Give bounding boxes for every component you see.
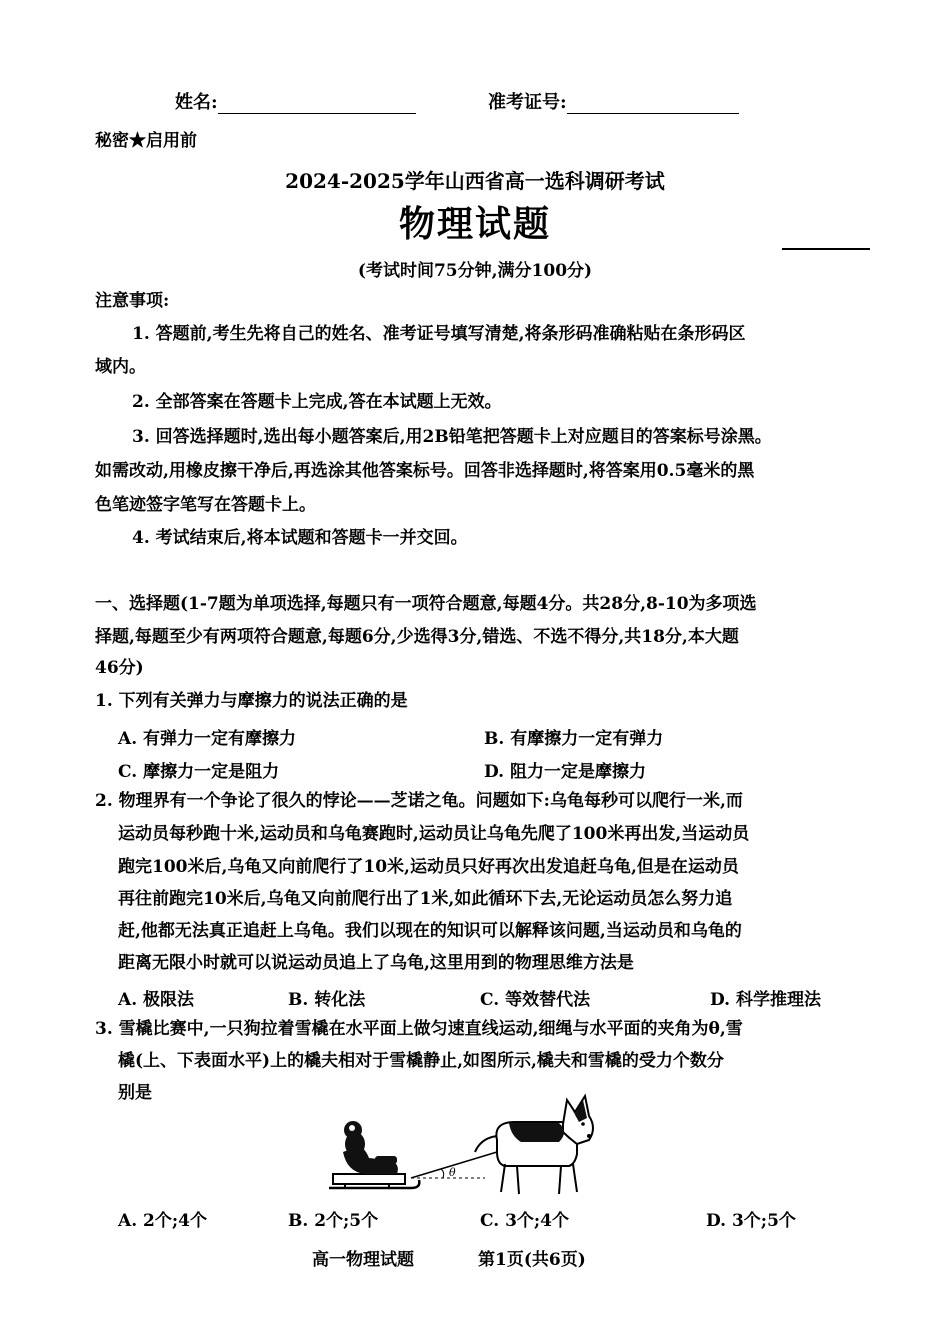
dog <box>475 1096 593 1194</box>
dog-eye <box>581 1122 585 1126</box>
name-label: 姓名: <box>175 92 218 113</box>
q2-option-d: D. 科学推理法 <box>710 990 821 1010</box>
sled-dog-illustration <box>325 1092 615 1202</box>
dog-back-marking <box>509 1123 564 1142</box>
footer-page: 第1页(共6页) <box>478 1250 586 1270</box>
q2-line2: 运动员每秒跑十米,运动员和乌龟赛跑时,运动员让乌龟先爬了100米再出发,当运动员 <box>118 824 750 844</box>
q2-option-b: B. 转化法 <box>288 990 366 1010</box>
ticket-field[interactable] <box>488 88 739 114</box>
section1-line3: 46分) <box>95 658 144 678</box>
q1-option-c: C. 摩擦力一定是阻力 <box>118 762 280 782</box>
exam-info: (考试时间75分钟,满分100分) <box>357 261 593 281</box>
section1-line2: 择题,每题至少有两项符合题意,每题6分,少选得3分,错选、不选不得分,共18分,本大题 <box>95 627 739 647</box>
notice-item-3a: 3. 回答选择题时,选出每小题答案后,用2B铅笔把答题卡上对应题目的答案标号涂黑。 <box>132 427 772 447</box>
q3-option-c: C. 3个;4个 <box>480 1211 570 1231</box>
angle-arc <box>441 1169 444 1178</box>
notice-item-3c: 色笔迹签字笔写在答题卡上。 <box>95 495 316 515</box>
q3-option-d: D. 3个;5个 <box>706 1211 796 1231</box>
q1-stem: 1. 下列有关弹力与摩擦力的说法正确的是 <box>95 691 408 711</box>
q3-option-a: A. 2个;4个 <box>118 1211 207 1231</box>
q3-option-b: B. 2个;5个 <box>288 1211 379 1231</box>
name-field[interactable] <box>175 88 416 114</box>
subject-title: 物理试题 <box>398 203 551 245</box>
name-blank[interactable] <box>218 95 416 114</box>
section1-line1: 一、选择题(1-7题为单项选择,每题只有一项符合题意,每题4分。共28分,8-10为多项选 <box>95 594 757 614</box>
q1-option-d: D. 阻力一定是摩擦力 <box>484 762 646 782</box>
secret-mark: 秘密★启用前 <box>95 131 197 151</box>
q2-line1: 2. 物理界有一个争论了很久的悖论——芝诺之龟。问题如下:乌龟每秒可以爬行一米,而 <box>95 791 743 811</box>
q3-line3: 别是 <box>118 1083 152 1103</box>
notice-item-3b: 如需改动,用橡皮擦干净后,再选涂其他答案标号。回答非选择题时,将答案用0.5毫米的黑 <box>95 461 755 481</box>
notice-item-1b: 域内。 <box>95 357 146 377</box>
sled-body <box>333 1174 405 1184</box>
q2-option-a: A. 极限法 <box>118 990 195 1010</box>
q2-line3: 跑完100米后,乌龟又向前爬行了10米,运动员只好再次出发追赶乌龟,但是在运动员 <box>118 857 739 877</box>
notice-heading: 注意事项: <box>95 291 170 311</box>
decorative-rule <box>782 248 870 250</box>
ticket-blank[interactable] <box>567 95 739 114</box>
q2-option-c: C. 等效替代法 <box>480 990 591 1010</box>
notice-item-2: 2. 全部答案在答题卡上完成,答在本试题上无效。 <box>132 392 502 412</box>
q2-line6: 距离无限小时就可以说运动员追上了乌龟,这里用到的物理思维方法是 <box>118 953 634 973</box>
notice-item-4: 4. 考试结束后,将本试题和答题卡一并交回。 <box>132 528 468 548</box>
notice-item-1a: 1. 答题前,考生先将自己的姓名、准考证号填写清楚,将条形码准确粘贴在条形码区 <box>132 324 746 344</box>
ticket-label: 准考证号: <box>488 92 567 113</box>
q1-option-b: B. 有摩擦力一定有弹力 <box>484 729 664 749</box>
q1-option-a: A. 有弹力一定有摩擦力 <box>118 729 297 749</box>
exam-title: 2024-2025学年山西省高一选科调研考试 <box>285 169 665 193</box>
sled-dog-figure <box>325 1092 615 1202</box>
footer-subject: 高一物理试题 <box>312 1250 414 1270</box>
dog-nose <box>587 1134 591 1138</box>
theta-label: θ <box>449 1166 456 1179</box>
q2-line4: 再往前跑完10米后,乌龟又向前爬行出了1米,如此循环下去,无论运动员怎么努力追 <box>118 889 733 909</box>
q3-line1: 3. 雪橇比赛中,一只狗拉着雪橇在水平面上做匀速直线运动,细绳与水平面的夹角为θ,雪 <box>95 1019 743 1039</box>
q3-line2: 橇(上、下表面水平)上的橇夫相对于雪橇静止,如图所示,橇夫和雪橇的受力个数分 <box>118 1051 724 1071</box>
q2-line5: 赶,他都无法真正追赶上乌龟。我们以现在的知识可以解释该问题,当运动员和乌龟的 <box>118 921 742 941</box>
